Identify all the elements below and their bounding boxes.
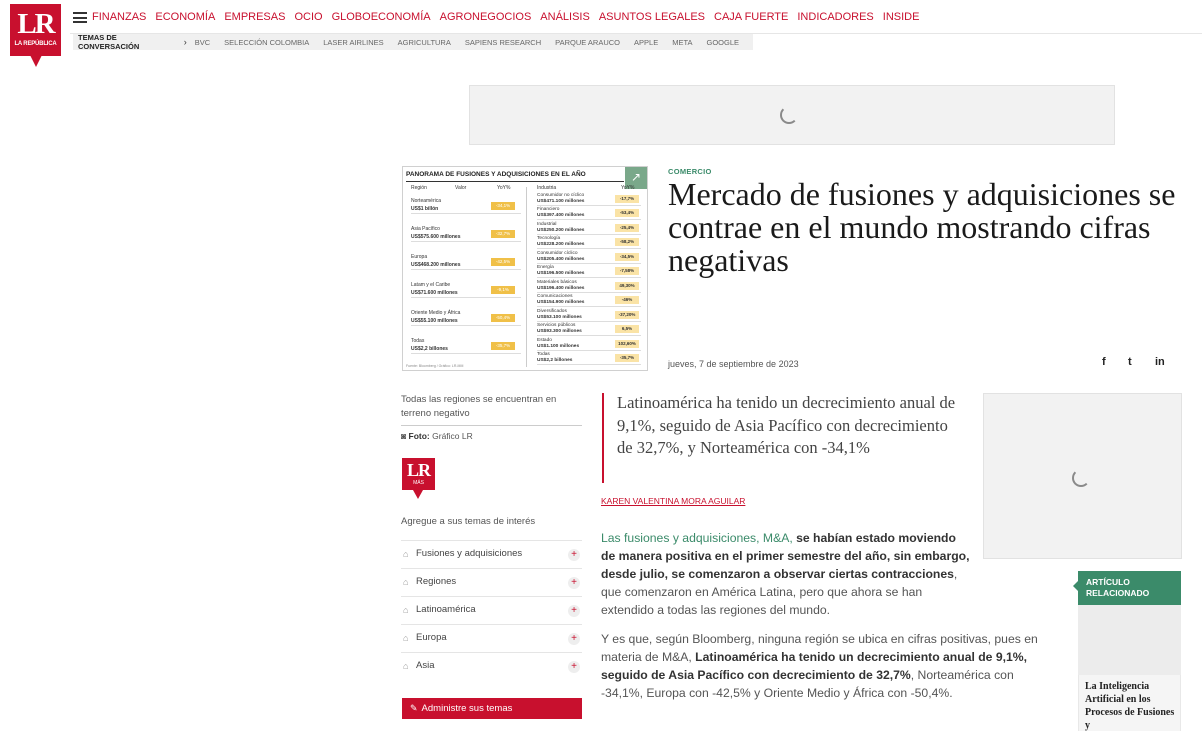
infographic-industry-pct: -58,2% <box>615 238 639 246</box>
ad-banner-right[interactable] <box>983 393 1182 559</box>
paragraph-text: , Norteamérica con -34,1%, Europa con -42,5% y Oriente Medio y África con -50,4%. <box>601 668 1014 700</box>
topic-name: Asia <box>416 660 435 671</box>
trending-topic[interactable]: PARQUE ARAUCO <box>555 37 621 47</box>
lr-mas-logo-sub: MÁS <box>413 480 424 486</box>
topics-intro: Agregue a sus temas de interés <box>401 516 536 527</box>
infographic-region-pct: -50,4% <box>491 314 515 322</box>
infographic-region-row: Latam y el Caribe US$71.600 millones <box>411 281 521 298</box>
expand-icon[interactable]: ↗ <box>625 167 647 189</box>
image-caption: Todas las regiones se encuentran en terreno negativo <box>401 394 557 419</box>
infographic-industry-pct: 6,5% <box>615 325 639 333</box>
photo-credit-value: Gráfico LR <box>432 431 473 441</box>
logo-subtitle: LA REPÚBLICA <box>14 41 57 47</box>
infographic-industry-row: Materiales básicos US$196.400 millones <box>537 280 641 293</box>
infographic-industry-row: Consumidor no cíclico US$471.100 millones <box>537 193 641 206</box>
trending-topic[interactable]: GOOGLE <box>706 37 739 47</box>
add-topic-icon[interactable]: + <box>568 605 580 617</box>
infographic-region-row: Europa US$468.200 millones <box>411 253 521 270</box>
infographic-industry-row: Consumidor cíclico US$205.400 millones <box>537 251 641 264</box>
infographic-header-value: Valor <box>455 185 467 191</box>
camera-icon: ◙ <box>401 431 407 441</box>
infographic-industry-pct: -25,4% <box>615 224 639 232</box>
chevron-right-icon: › <box>183 37 187 47</box>
tag-icon: ⌂ <box>403 549 409 559</box>
trending-topic[interactable]: BVC <box>194 37 211 47</box>
infographic-industry-pct: -35,7% <box>615 354 639 362</box>
infographic-industry-pct: 49,30% <box>615 282 639 290</box>
nav-item-globoeconomia[interactable]: GLOBOECONOMÍA <box>331 11 431 23</box>
ad-banner-top[interactable] <box>469 85 1115 145</box>
infographic-region-row: Todas US$2,2 billones <box>411 337 521 354</box>
loading-spinner-icon <box>1072 469 1090 487</box>
trending-topic[interactable]: LASER AIRLINES <box>323 37 384 47</box>
nav-item-analisis[interactable]: ANÁLISIS <box>540 11 590 23</box>
article-date: jueves, 7 de septiembre de 2023 <box>668 359 799 369</box>
nav-item-empresas[interactable]: EMPRESAS <box>224 11 286 23</box>
topic-item[interactable] <box>401 624 582 652</box>
add-topic-icon[interactable]: + <box>568 633 580 645</box>
infographic-industry-row: Todas US$2,2 billones <box>537 352 641 365</box>
related-article-image[interactable] <box>1078 605 1181 675</box>
paragraph-bold: se habían estado moviendo de manera positiva en el primer semestre del año, sin embargo, desde julio, se comenzaron a observar ciertas contracciones <box>601 531 970 581</box>
infographic-industry-pct: -34,5% <box>615 253 639 261</box>
infographic-header-industry: Industria <box>537 185 557 191</box>
infographic-industry-row: Financiero US$397.400 millones <box>537 207 641 220</box>
infographic-region-pct: -34,1% <box>491 202 515 210</box>
paragraph-bold: Latinoamérica ha tenido un decrecimiento anual de 9,1%, seguido de Asia Pacífico con decrecimiento de 32,7% <box>601 650 1028 682</box>
author-link[interactable]: KAREN VALENTINA MORA AGUILAR <box>601 496 746 506</box>
infographic-region-row: Oriente Medio y África US$55.100 millones <box>411 309 521 326</box>
infographic-header-yoy2: YoY% <box>621 185 635 191</box>
infographic-industry-row: Energía US$196.500 millones <box>537 265 641 278</box>
topics-list <box>401 540 582 680</box>
lede-accent-bar <box>602 393 604 483</box>
infographic-industry-pct: -17,7% <box>615 195 639 203</box>
trending-topic[interactable]: SELECCIÓN COLOMBIA <box>224 37 310 47</box>
manage-topics-label: Administre sus temas <box>421 703 513 714</box>
nav-item-caja-fuerte[interactable]: CAJA FUERTE <box>714 11 789 23</box>
infographic-industry-pct: -37,20% <box>615 311 639 319</box>
topic-name: Regiones <box>416 576 457 587</box>
trending-label: TEMAS DE CONVERSACIÓN <box>78 33 140 51</box>
lr-mas-logo-text: LR <box>406 460 430 480</box>
nav-item-ocio[interactable]: OCIO <box>294 11 323 23</box>
infographic-industry-pct: -7,58% <box>615 267 639 275</box>
topic-name: Fusiones y adquisiciones <box>416 548 523 559</box>
infographic-header-region: Región <box>411 185 427 191</box>
infographic-industry-row: Estado US$1.100 millones <box>537 338 641 351</box>
nav-item-asuntos-legales[interactable]: ASUNTOS LEGALES <box>598 11 705 23</box>
infographic-region-row: Asia Pacífico US$575.600 millones <box>411 225 521 242</box>
twitter-icon[interactable]: t <box>1128 356 1132 368</box>
paragraph-text: , que comenzaron en América Latina, pero que ahora se han extendido a todas las regiones del mundo. <box>601 567 958 617</box>
article-category[interactable]: COMERCIO <box>668 167 712 176</box>
infographic-industry-row: Tecnología US$228.200 millones <box>537 236 641 249</box>
add-topic-icon[interactable]: + <box>568 577 580 589</box>
add-topic-icon[interactable]: + <box>568 661 580 673</box>
infographic-industry-pct: -53,4% <box>615 209 639 217</box>
menu-icon[interactable] <box>73 12 87 23</box>
trending-topics-bar <box>73 34 753 50</box>
main-nav <box>92 11 919 23</box>
logo-text: LR <box>17 8 54 40</box>
article-headline: Mercado de fusiones y adquisiciones se contrae en el mundo mostrando cifras negativas <box>668 176 1176 278</box>
nav-item-inside[interactable]: INSIDE <box>882 11 920 23</box>
trending-topic[interactable]: APPLE <box>634 37 659 47</box>
tag-icon: ⌂ <box>403 661 409 671</box>
article-infographic[interactable] <box>402 166 648 371</box>
article-paragraph <box>601 630 1046 702</box>
loading-spinner-icon <box>780 106 798 124</box>
topic-item[interactable] <box>401 596 582 624</box>
nav-item-agronegocios[interactable]: AGRONEGOCIOS <box>439 11 532 23</box>
inline-link[interactable]: Las fusiones y adquisiciones, M&A, <box>601 531 793 545</box>
lr-mas-logo[interactable] <box>402 458 435 500</box>
topic-item[interactable] <box>401 568 582 596</box>
infographic-industry-row: Servicios públicos US$93.300 millones <box>537 323 641 336</box>
infographic-region-pct: -9,1% <box>491 286 515 294</box>
tag-icon: ⌂ <box>403 577 409 587</box>
paragraph-text: Y es que, según Bloomberg, ninguna región se ubica en cifras positivas, pues en materia de M&A, <box>601 632 1038 664</box>
infographic-industry-row: Industrial US$250.200 millones <box>537 222 641 235</box>
nav-item-indicadores[interactable]: INDICADORES <box>797 11 874 23</box>
topic-item[interactable] <box>401 540 582 568</box>
topic-item[interactable] <box>401 652 582 680</box>
infographic-source: Fuente: Bloomberg / Gráfico: LR-MM <box>406 364 464 368</box>
infographic-region-pct: -42,5% <box>491 258 515 266</box>
infographic-region-pct: -35,7% <box>491 342 515 350</box>
trending-topic[interactable]: META <box>672 37 693 47</box>
tag-icon: ⌂ <box>403 605 409 615</box>
linkedin-icon[interactable]: in <box>1155 356 1165 368</box>
infographic-industry-row: Diversificados US$53.100 millones <box>537 309 641 322</box>
related-article-tag: ARTÍCULO RELACIONADO <box>1078 571 1181 605</box>
infographic-header-yoy: YoY% <box>497 185 511 191</box>
infographic-title: PANORAMA DE FUSIONES Y ADQUISICIONES EN EL AÑO <box>406 171 586 178</box>
photo-credit <box>401 431 473 441</box>
trending-topic[interactable]: AGRICULTURA <box>397 37 451 47</box>
trending-topic[interactable]: SAPIENS RESEARCH <box>464 37 542 47</box>
infographic-region-pct: -32,7% <box>491 230 515 238</box>
infographic-industry-pct: 102,60% <box>615 340 639 348</box>
related-article-title[interactable]: La Inteligencia Artificial en los Procesos de Fusiones y <box>1085 681 1175 731</box>
topic-name: Latinoamérica <box>416 604 476 615</box>
article-lede: Latinoamérica ha tenido un decrecimiento anual de 9,1%, seguido de Asia Pacífico con decrecimiento de 32,7%, y Norteamérica con -34,1% <box>617 393 956 457</box>
facebook-icon[interactable]: f <box>1102 356 1106 368</box>
nav-item-economia[interactable]: ECONOMÍA <box>155 11 216 23</box>
logo[interactable] <box>10 4 61 68</box>
infographic-industry-pct: -46% <box>615 296 639 304</box>
tag-icon: ⌂ <box>403 633 409 643</box>
nav-item-finanzas[interactable]: FINANZAS <box>92 11 147 23</box>
topic-name: Europa <box>416 632 447 643</box>
infographic-region-row: Norteamérica US$1 billón <box>411 197 521 214</box>
article-paragraph <box>601 529 971 619</box>
infographic-industry-row: Comunicaciones US$154.900 millones <box>537 294 641 307</box>
add-topic-icon[interactable]: + <box>568 549 580 561</box>
photo-label: Foto: <box>408 431 430 441</box>
manage-topics-button[interactable] <box>402 698 582 719</box>
pencil-icon: ✎ <box>410 703 418 713</box>
